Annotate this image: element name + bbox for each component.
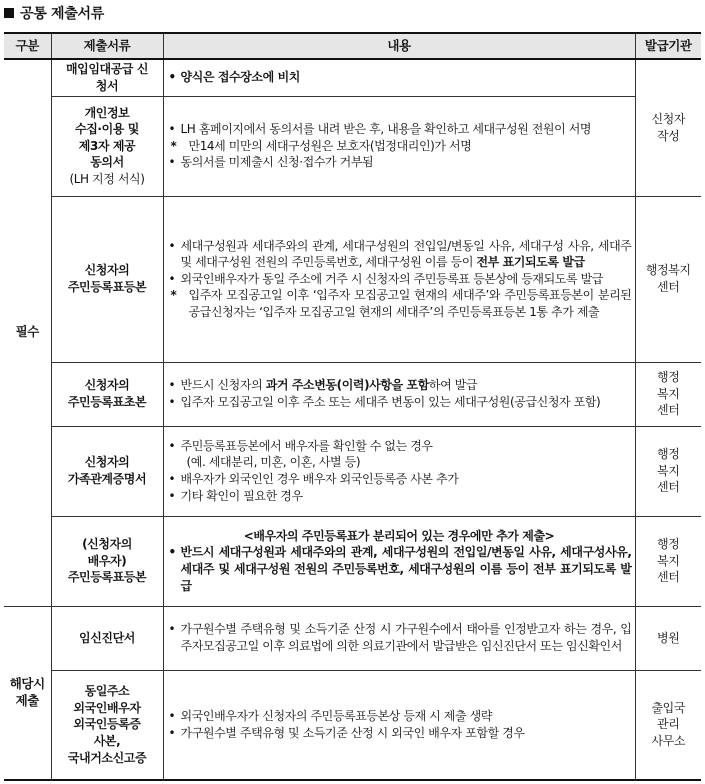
issuer-welfare-center: 행정 복지 센터 xyxy=(635,516,701,606)
doc-spouse-resident-register: (신청자의 배우자) 주민등록표등본 xyxy=(51,516,163,606)
table-row xyxy=(4,606,701,670)
content-cell: • 주민등록표등본에서 배우자를 확인할 수 없는 경우 (예. 세대분리, 미혼, 이혼, 사별 등) • 배우자가 외국인인 경우 배우자 외국인등록증 사본 추가 • 기타 확인이 필요한 경우 xyxy=(163,426,635,516)
header-category: 구분 xyxy=(4,33,51,59)
table-row xyxy=(4,362,701,426)
section-title: 공통 제출서류 xyxy=(4,3,104,23)
issuer-welfare-center: 행정 복지 센터 xyxy=(635,426,701,516)
issuer-applicant: 신청자 작성 xyxy=(635,59,701,196)
header-issuer: 발급기관 xyxy=(635,33,701,59)
header-document: 제출서류 xyxy=(51,33,163,59)
content-cell: • 가구원수별 주택유형 및 소득기준 산정 시 가구원수에서 태아를 인정받고자 하는 경우, 입주자모집공고일 이후 의료법에 의한 의료기관에서 발급받은 임신진단서 또는 임신확인서 xyxy=(163,606,635,670)
issuer-welfare-center: 행정 복지 센터 xyxy=(635,362,701,426)
content-cell: • 외국인배우자가 신청자의 주민등록표등본상 등재 시 제출 생략 • 가구원수별 주택유형 및 소득기준 산정 시 외국인 배우자 포함할 경우 xyxy=(163,670,635,780)
doc-family-relation-cert: 신청자의 가족관계증명서 xyxy=(51,426,163,516)
issuer-welfare-center: 행정복지 센터 xyxy=(635,196,701,362)
table-row xyxy=(4,196,701,362)
documents-table xyxy=(4,32,701,781)
issuer-hospital: 병원 xyxy=(635,606,701,670)
table-row xyxy=(4,426,701,516)
content-cell: • LH 홈페이지에서 동의서를 내려 받은 후, 내용을 확인하고 세대구성원 전원이 서명 * 만14세 미만의 세대구성원은 보호자(법정대리인)가 서명 • 동의서를 미제출시 신청·접수가 거부됨 xyxy=(163,96,635,196)
content-cell: • 반드시 신청자의 과거 주소변동(이력)사항을 포함하여 발급 • 입주자 모집공고일 이후 주소 또는 세대주 변동이 있는 세대구성원(공급신청자 포함) xyxy=(163,362,635,426)
doc-resident-register-abstract: 신청자의 주민등록표초본 xyxy=(51,362,163,426)
header-content: 내용 xyxy=(163,33,635,59)
doc-application-form: 매입임대공급 신청서 xyxy=(51,59,163,96)
doc-resident-register-copy: 신청자의 주민등록표등본 xyxy=(51,196,163,362)
content-cell: <배우자의 주민등록표가 분리되어 있는 경우에만 추가 제출> • 반드시 세대구성원과 세대주와의 관계, 세대구성원의 전입일/변동일 사유, 세대구성사유, 세대주 및 세대구성원 전원의 주민등록번호, 세대구성원의 이름 등이 전부 표기되도록 발급 xyxy=(163,516,635,606)
table-row xyxy=(4,96,701,196)
square-bullet-icon xyxy=(4,8,14,18)
category-required: 필수 xyxy=(4,59,51,606)
content-cell: • 세대구성원과 세대주와의 관계, 세대구성원의 전입일/변동일 사유, 세대구성 사유, 세대주 및 세대구성원 전원의 주민등록번호, 세대구성원 이름 등이 전부 표기되도록 발급 • 외국인배우자가 동일 주소에 거주 시 신청자의 주민등록표 등본상에 등재되도록 발급 * 입주자 모집공고일 이후 ‘입주자 모집공고일 현재의 세대주’와 주민등록표등본이 분리된 공급신청자는 ‘입주자 모집공고일 현재의 세대주’의 주민등록표등본 1통 추가 제출 xyxy=(163,196,635,362)
issuer-immigration-office: 출입국 관리 사무소 xyxy=(635,670,701,780)
doc-foreign-spouse-registration: 동일주소 외국인배우자 외국인등록증 사본, 국내거소신고증 xyxy=(51,670,163,780)
doc-pregnancy-cert: 임신진단서 xyxy=(51,606,163,670)
category-conditional: 해당시 제출 xyxy=(4,606,51,780)
table-row xyxy=(4,516,701,606)
table-row xyxy=(4,670,701,780)
table-header-row xyxy=(4,33,701,59)
doc-privacy-consent: 개인정보 수집·이용 및 제3자 제공 동의서 (LH 지정 서식) xyxy=(51,96,163,196)
table-row xyxy=(4,59,701,96)
content-cell: • 양식은 접수장소에 비치 xyxy=(163,59,635,96)
